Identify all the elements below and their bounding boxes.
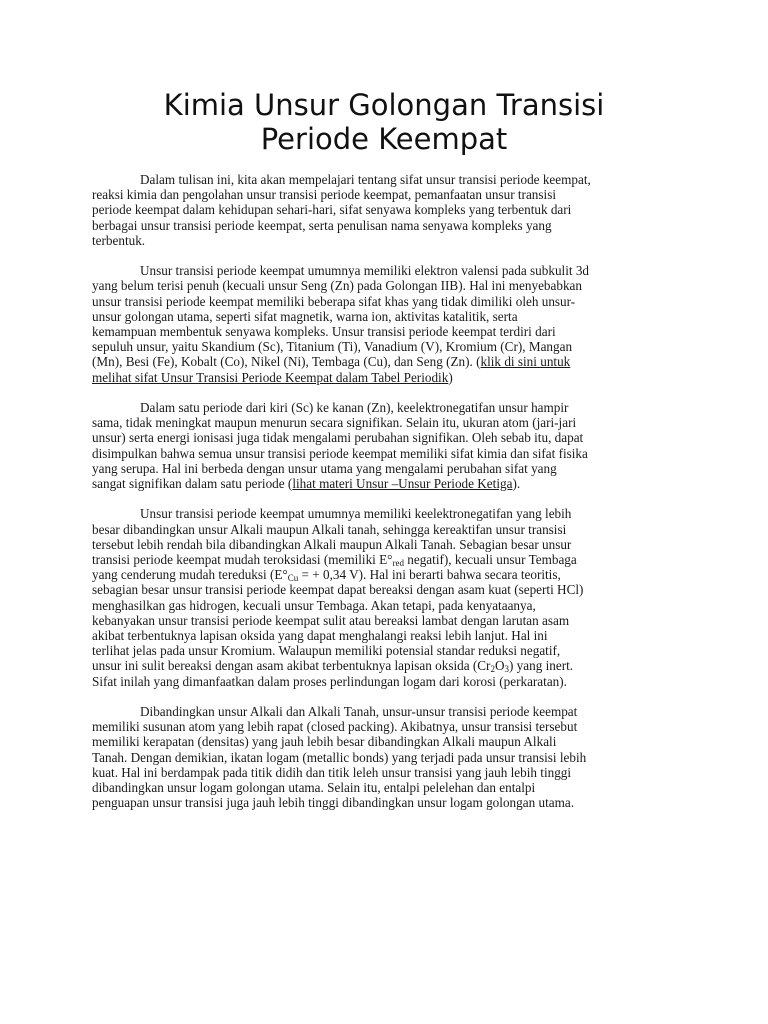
text-line: kemampuan membentuk senyawa kompleks. Unsur transisi periode keempat terdiri dari — [92, 324, 556, 340]
text-line: kebanyakan unsur transisi periode keempat sulit atau bereaksi lambat dengan larutan asam — [92, 612, 570, 628]
text-fragment: yang cenderung mudah tereduksi (E° — [92, 567, 288, 583]
text-line: Unsur transisi periode keempat umumnya memiliki keelektronegatifan yang lebih — [140, 506, 572, 522]
subscript: 2 — [490, 664, 495, 675]
subscript: Cu — [287, 573, 299, 584]
text-line: kuat. Hal ini berdampak pada titik didih dan titik leleh unsur transisi yang jauh lebih tinggi — [92, 764, 572, 780]
text-line: terbentuk. — [92, 232, 146, 248]
text-line: Unsur transisi periode keempat umumnya memiliki elektron valensi pada subkulit 3d — [140, 263, 590, 279]
text-line: Sifat inilah yang dimanfaatkan dalam proses perlindungan logam dari korosi (perkaratan). — [92, 673, 567, 689]
text-fragment: ) yang inert. — [508, 658, 574, 674]
text-line: akibat terbentuknya lapisan oksida yang dapat menghalangi reaksi lebih lanjut. Hal ini — [92, 628, 548, 644]
period-three-link[interactable]: lihat materi Unsur –Unsur Periode Ketiga — [292, 476, 513, 492]
periodic-table-link-continued[interactable]: melihat sifat Unsur Transisi Periode Keempat dalam Tabel Periodik — [92, 369, 449, 385]
subscript: red — [392, 558, 404, 569]
paragraph-intro — [92, 172, 680, 248]
text-line: yang belum terisi penuh (kecuali unsur Seng (Zn) pada Golongan IIB). Hal ini menyebabkan — [92, 278, 582, 294]
text-fragment: ) — [448, 369, 453, 385]
text-line: penguapan unsur transisi juga jauh lebih tinggi dibandingkan unsur logam golongan utama. — [92, 795, 574, 811]
text-fragment: O — [494, 658, 505, 674]
text-line — [92, 354, 680, 369]
text-line — [92, 567, 680, 582]
text-fragment: ). — [512, 476, 521, 492]
paragraph-density — [92, 704, 680, 810]
text-line: terlihat jelas pada unsur Kromium. Walaupun memiliki potensial standar reduksi negatif, — [92, 643, 561, 659]
text-line: sepuluh unsur, yaitu Skandium (Sc), Titanium (Ti), Vanadium (V), Kromium (Cr), Mangan — [92, 339, 573, 355]
text-line: yang serupa. Hal ini berbeda dengan unsur utama yang mengalami perubahan sifat yang — [92, 460, 557, 476]
text-fragment: transisi periode keempat mudah teroksidasi (memiliki E° — [92, 552, 393, 568]
paragraph-valence — [92, 263, 680, 385]
text-line: disimpulkan bahwa semua unsur transisi periode keempat memiliki sifat kimia dan sifat fisika — [92, 445, 588, 461]
title-line-1: Kimia Unsur Golongan Transisi — [163, 88, 605, 122]
text-line: dibandingkan unsur logam golongan utama. Selain itu, entalpi pelelehan dan entalpi — [92, 780, 536, 796]
text-line — [92, 552, 680, 567]
text-line — [92, 370, 680, 385]
text-line: menghasilkan gas hidrogen, kecuali unsur Tembaga. Akan tetapi, pada kenyataanya, — [92, 597, 536, 613]
title-line-2: Periode Keempat — [260, 122, 508, 156]
text-line: unsur golongan utama, seperti sifat magnetik, warna ion, aktivitas katalitik, serta — [92, 308, 518, 324]
text-line: Dalam satu periode dari kiri (Sc) ke kanan (Zn), keelektronegatifan unsur hampir — [140, 400, 569, 416]
periodic-table-link[interactable]: klik di sini untuk — [480, 354, 571, 370]
text-line: Dibandingkan unsur Alkali dan Alkali Tanah, unsur-unsur transisi periode keempat — [140, 704, 578, 720]
text-fragment: (Mn), Besi (Fe), Kobalt (Co), Nikel (Ni), Tembaga (Cu), dan Seng (Zn). ( — [92, 354, 481, 370]
text-line — [92, 658, 680, 673]
text-line: sama, tidak meningkat maupun menurun secara signifikan. Selain itu, ukuran atom (jari-jari — [92, 415, 577, 431]
text-fragment: negatif), kecuali unsur Tembaga — [403, 552, 577, 568]
text-fragment: = + 0,34 V). Hal ini berarti bahwa secara teoritis, — [298, 567, 561, 583]
paragraph-electronegativity — [92, 400, 680, 491]
document-body — [92, 172, 680, 826]
page-title — [0, 88, 768, 156]
text-line: memiliki susunan atom yang lebih rapat (closed packing). Akibatnya, unsur transisi tersebut — [92, 719, 578, 735]
subscript: 3 — [504, 664, 509, 675]
text-line: Dalam tulisan ini, kita akan mempelajari tentang sifat unsur transisi periode keempat, — [140, 172, 591, 187]
text-line: unsur) serta energi ionisasi juga tidak mengalami perubahan signifikan. Oleh sebab itu, dapat — [92, 430, 584, 446]
text-line: memiliki kerapatan (densitas) yang jauh lebih besar dibandingkan Alkali maupun Alkali — [92, 734, 557, 750]
text-line — [92, 476, 680, 491]
paragraph-reactivity — [92, 506, 680, 688]
text-fragment: sangat signifikan dalam satu periode ( — [92, 476, 293, 492]
text-fragment: unsur ini sulit bereaksi dengan asam akibat terbentuknya lapisan oksida (Cr — [92, 658, 491, 674]
text-line: tersebut lebih rendah bila dibandingkan Alkali maupun Alkali Tanah. Sebagian besar unsur — [92, 536, 572, 552]
text-line: besar dibandingkan unsur Alkali maupun Alkali tanah, sehingga kereaktifan unsur transisi — [92, 521, 567, 537]
text-line: periode keempat dalam kehidupan sehari-hari, sifat senyawa kompleks yang terbentuk dari — [92, 202, 572, 218]
text-line: sebagian besar unsur transisi periode keempat dapat bereaksi dengan asam kuat (seperti HCl) — [92, 582, 584, 598]
text-line: reaksi kimia dan pengolahan unsur transisi periode keempat, pemanfaatan unsur transisi — [92, 187, 556, 203]
text-line: Tanah. Dengan demikian, ikatan logam (metallic bonds) yang terjadi pada unsur transisi lebih — [92, 749, 587, 765]
text-line: unsur transisi periode keempat memiliki beberapa sifat khas yang tidak dimiliki oleh unsur- — [92, 293, 576, 309]
text-line: berbagai unsur transisi periode keempat, serta penulisan nama senyawa kompleks yang — [92, 217, 552, 233]
